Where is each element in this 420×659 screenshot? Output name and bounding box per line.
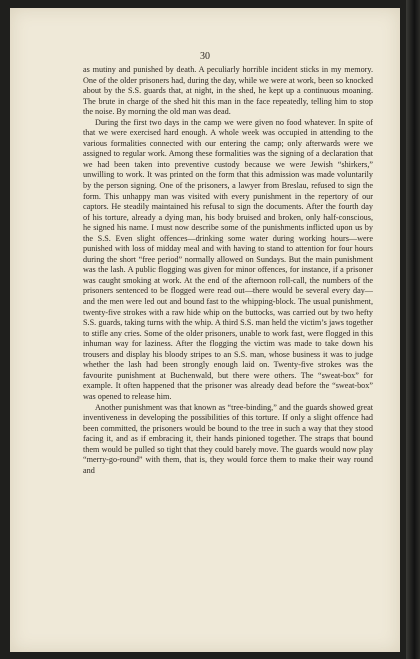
book-spine: [406, 0, 420, 659]
paragraph: During the first two days in the camp we were given no food whatever. In spite of that we were exercised hard enough. A whole week was occupied in attending to the various formalities connected with our entering the camp; only afterwards were we assigned to regular work. Among these formalities was the signing of a declaration that we had been taken into preventive custody because we were Jewish “shirkers,” unwilling to work. It was printed on the form that this admission was made voluntarily by the person signing. One of the prisoners, a lawyer from Breslau, refused to sign the form. This unhappy man was visited with every punishment in the repertory of our captors. He steadily maintained his refusal to sign the documents. After the fourth day of his torture, already a dying man, his body bruised and broken, only half-conscious, he signed his name. I must now describe some of the punishments inflicted upon us by the S.S. Even slight offences—drinking some water during working hours—were punished with loss of midday meal and with having to stand to attention for four hours during the short “free period” normally allowed on Sundays. But the main punishment was the lash. A public flogging was given for minor offences, for instance, if a prisoner was caught smoking at work. At the end of the afternoon roll-call, the numbers of the prisoners sentenced to be flogged were read out—there would be several every day—and the men were led out and bound fast to the whipping-block. The usual punishment, twenty-five strokes with a raw hide whip on the buttocks, was carried out by two hefty S.S. guards, taking turns with the whip. A third S.S. man held the victim’s jaws together to stifle any cries. Some of the older prisoners, unable to work fast, were flogged in this inhuman way for laziness. After the flogging the victim was made to take down his trousers and display his bloody stripes to an S.S. man, whose business it was to judge whether the lash had been strongly enough laid on. Twenty-five strokes was the favourite punishment at Buchenwald, but there were others. The “sweat-box” for example. It often happened that the prisoner was already dead before the “sweat-box” was opened to release him.: [83, 117, 373, 401]
book-page: [10, 8, 400, 652]
page-number: 30: [200, 51, 210, 62]
body-text: [83, 65, 373, 476]
paragraph: as mutiny and punished by death. A peculiarly horrible incident sticks in my memory. One of the older prisoners had, during the day, while we were at work, been so knocked about by the S.S. guards that, at night, in the shed, he kept up a continuous moaning. The brute in charge of the shed hit this man in the face repeatedly, telling him to stop the noise. By morning the old man was dead.: [83, 65, 373, 117]
paragraph: Another punishment was that known as “tree-binding,” and the guards showed great inventiveness in developing the possibilities of this torture. If only a slight offence had been committed, the prisoners would be bound to the tree in such a way that they stood facing it, and as if embracing it, their hands pinioned together. The straps that bound them would be pulled so tight that they could barely move. The guards would now play “merry-go-round” with them, that is, they would force them to make their way round and: [83, 402, 373, 475]
